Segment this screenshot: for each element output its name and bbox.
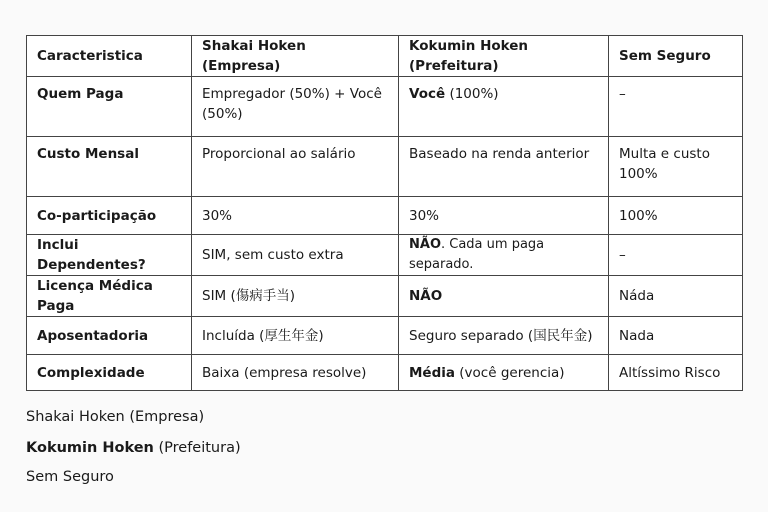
footer-line-sem-seguro: Sem Seguro [26,469,114,485]
cell-sem-seguro: Altíssimo Risco [609,355,743,391]
row-label: Quem Paga [27,77,192,137]
row-label: Complexidade [27,355,192,391]
cell-prefeitura-text: (você gerencia) [455,364,565,381]
cell-empresa: SIM (傷病手当) [192,276,399,317]
row-label: Custo Mensal [27,137,192,197]
cell-prefeitura [399,197,609,235]
header-kokumin-hoken: Kokumin Hoken (Prefeitura) [399,36,609,77]
footer-line-shakai: Shakai Hoken (Empresa) [26,409,205,425]
table-row [27,235,743,276]
table-row [27,197,743,235]
cell-empresa: SIM, sem custo extra [192,235,399,276]
cell-prefeitura-emphasis: NÃO [409,288,443,304]
cell-prefeitura-text: Baseado na renda anterior [409,146,590,162]
footer-line-kokumin [26,440,241,456]
row-label: Inclui Dependentes? [27,235,192,276]
footer-kokumin-text: (Prefeitura) [153,440,241,456]
header-characteristic: Caracteristica [27,36,192,77]
cell-prefeitura-emphasis: NÃO [409,237,441,252]
table-row [27,355,743,391]
cell-empresa: Baixa (empresa resolve) [192,355,399,391]
row-label: Licença Médica Paga [27,276,192,317]
cell-prefeitura [399,235,609,276]
cell-sem-seguro: Náda [609,276,743,317]
cell-sem-seguro: Multa e custo 100% [609,137,743,197]
cell-prefeitura [399,276,609,317]
cell-empresa: 30% [192,197,399,235]
cell-sem-seguro: Nada [609,317,743,355]
cell-prefeitura [399,355,609,391]
cell-empresa: Incluída (厚生年金) [192,317,399,355]
table-row [27,77,743,137]
cell-prefeitura-text: Seguro separado (国民年金) [409,327,593,344]
header-sem-seguro: Sem Seguro [609,36,743,77]
cell-prefeitura-emphasis: Média [409,364,455,381]
cell-prefeitura-text: (100%) [445,86,499,102]
cell-prefeitura [399,317,609,355]
cell-empresa: Empregador (50%) + Você (50%) [192,77,399,137]
table-header-row [27,36,743,77]
cell-sem-seguro: – [609,235,743,276]
cell-prefeitura [399,137,609,197]
footer-kokumin-emphasis: Kokumin Hoken [26,440,154,456]
cell-empresa: Proporcional ao salário [192,137,399,197]
row-label: Co-participação [27,197,192,235]
cell-prefeitura-emphasis: Você [409,86,446,102]
cell-prefeitura-text: . Cada um paga separado. [409,237,545,272]
table-row [27,276,743,317]
cell-sem-seguro: 100% [609,197,743,235]
comparison-table [26,35,743,391]
cell-prefeitura [399,77,609,137]
row-label: Aposentadoria [27,317,192,355]
cell-sem-seguro: – [609,77,743,137]
table-row [27,137,743,197]
header-shakai-hoken: Shakai Hoken (Empresa) [192,36,399,77]
cell-prefeitura-text: 30% [409,207,440,224]
table-row [27,317,743,355]
